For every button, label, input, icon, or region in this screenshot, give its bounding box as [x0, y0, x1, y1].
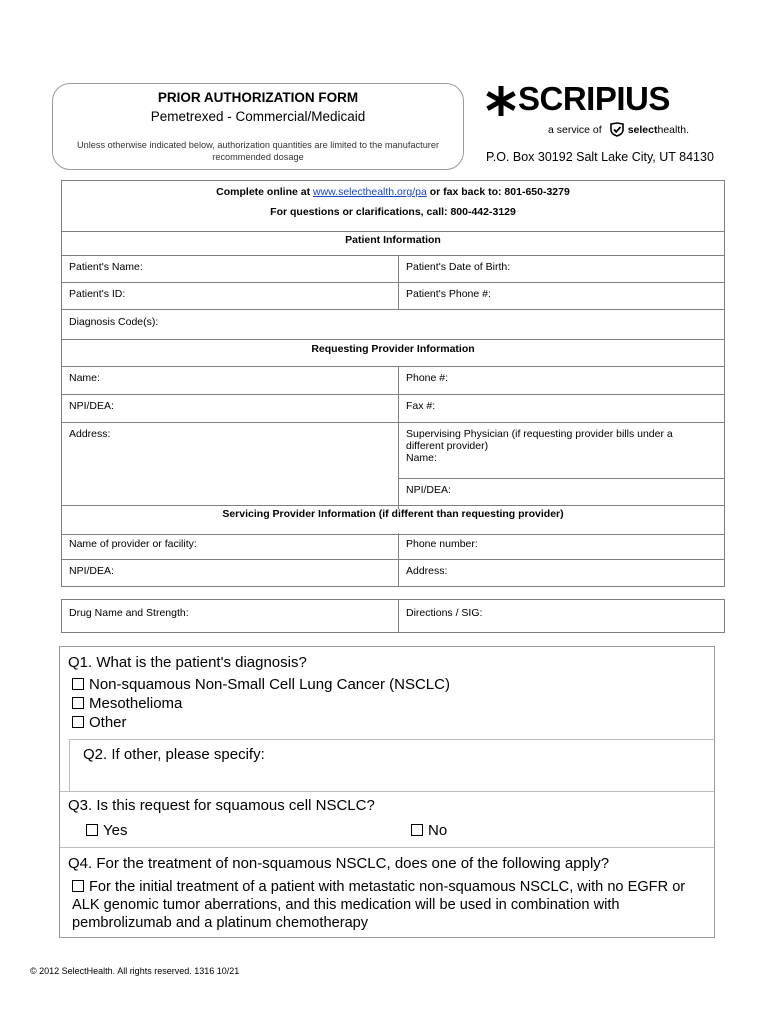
patient-name-field[interactable]: Patient's Name:: [69, 261, 143, 273]
copyright-footer: © 2012 SelectHealth. All rights reserved. 1316 10/21: [30, 966, 240, 976]
requesting-fax-field[interactable]: Fax #:: [406, 400, 436, 412]
servicing-phone-field[interactable]: Phone number:: [406, 538, 478, 550]
q1-option-other[interactable]: Other: [72, 714, 127, 731]
checkbox-icon[interactable]: [72, 678, 84, 690]
mailing-address: P.O. Box 30192 Salt Lake City, UT 84130: [486, 150, 714, 164]
patient-id-field[interactable]: Patient's ID:: [69, 288, 126, 300]
question-1: Q1. What is the patient's diagnosis?: [68, 654, 307, 671]
patient-phone-field[interactable]: Patient's Phone #:: [406, 288, 491, 300]
service-of: a service of select health.: [548, 123, 690, 136]
form-title-box: [52, 83, 464, 170]
info-form: [61, 180, 725, 535]
q4-option-initial-treatment[interactable]: For the initial treatment of a patient with metastatic non-squamous NSCLC, with no EGFR or ALK genomic tumor aberrations, and this medication will be used in combination with pembrolizumab and a platinum chemotherapy: [72, 879, 686, 931]
drug-form: [61, 599, 725, 633]
asterisk-icon: [486, 86, 516, 116]
q3-no-option[interactable]: No: [411, 822, 447, 839]
servicing-address-field[interactable]: Address:: [406, 565, 448, 577]
requesting-name-field[interactable]: Name:: [69, 372, 100, 384]
checkbox-icon[interactable]: [72, 716, 84, 728]
requesting-npi-field[interactable]: NPI/DEA:: [69, 400, 114, 412]
form-note: Unless otherwise indicated below, authorization quantities are limited to the manufacturer recommended dosage: [76, 140, 440, 162]
online-link[interactable]: www.selecthealth.org/pa: [313, 186, 427, 198]
question-3: Q3. Is this request for squamous cell NSCLC?: [68, 797, 375, 814]
requesting-address-field[interactable]: Address:: [69, 428, 111, 440]
requesting-provider-heading: Requesting Provider Information: [311, 343, 475, 355]
scripius-logo: [486, 80, 706, 120]
servicing-name-field[interactable]: Name of provider or facility:: [69, 538, 197, 550]
checkbox-icon[interactable]: [72, 697, 84, 709]
servicing-npi-field[interactable]: NPI/DEA:: [69, 565, 114, 577]
contact-line-1: Complete online at www.selecthealth.org/pa or fax back to: 801-650-3279: [216, 186, 570, 198]
form-subtitle: Pemetrexed - Commercial/Medicaid: [150, 109, 366, 124]
shield-check-icon: [610, 122, 624, 137]
q3-yes-option[interactable]: Yes: [86, 822, 127, 839]
logo-text: SCRIPIUS: [518, 80, 670, 117]
contact-line-2: For questions or clarifications, call: 800-442-3129: [270, 206, 516, 218]
patient-dob-field[interactable]: Patient's Date of Birth:: [406, 261, 511, 273]
drug-name-field[interactable]: Drug Name and Strength:: [69, 607, 189, 619]
directions-field[interactable]: Directions / SIG:: [406, 607, 483, 619]
q1-option-mesothelioma[interactable]: Mesothelioma: [72, 695, 182, 712]
requesting-phone-field[interactable]: Phone #:: [406, 372, 449, 384]
servicing-provider-heading: Servicing Provider Information (if different than requesting provider): [222, 508, 564, 520]
form-title: PRIOR AUTHORIZATION FORM: [157, 90, 359, 105]
question-4: Q4. For the treatment of non-squamous NSCLC, does one of the following apply?: [68, 855, 610, 872]
supervising-physician-field[interactable]: Supervising Physician (if requesting provider bills under a different provider) Name:: [406, 428, 673, 464]
servicing-form: [61, 533, 725, 587]
checkbox-icon[interactable]: [86, 824, 98, 836]
questions-section: [59, 646, 715, 938]
checkbox-icon[interactable]: [72, 880, 84, 892]
checkbox-icon[interactable]: [411, 824, 423, 836]
patient-info-heading: Patient Information: [345, 234, 441, 246]
q1-option-nsclc[interactable]: Non-squamous Non-Small Cell Lung Cancer (NSCLC): [72, 676, 450, 693]
supervising-npi-field[interactable]: NPI/DEA:: [406, 484, 451, 496]
question-2: Q2. If other, please specify:: [83, 746, 265, 763]
diagnosis-codes-field[interactable]: Diagnosis Code(s):: [69, 316, 159, 328]
